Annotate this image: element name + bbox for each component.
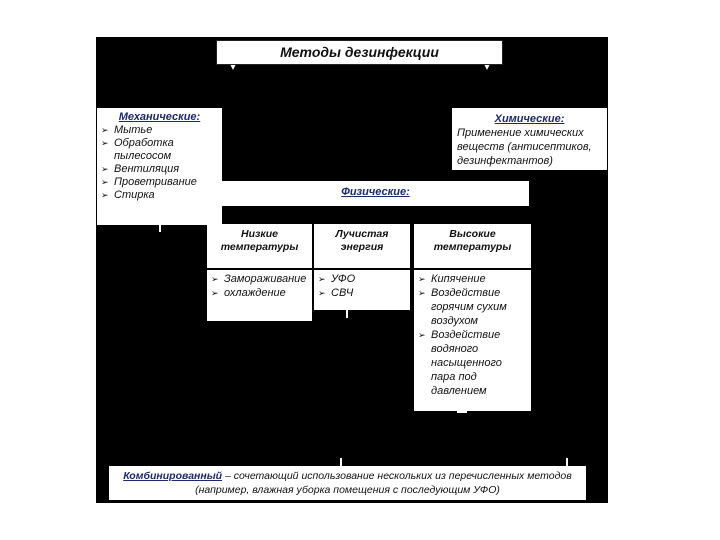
connector-line: [340, 458, 342, 466]
high-temperature-list: [414, 270, 531, 411]
connector-line: [457, 411, 467, 413]
combined-text: – сочетающий использование нескольких из перечисленных методов (например, влажная уборка помещения с последующим УФО): [195, 470, 572, 496]
list-item: ➢ Стирка: [101, 189, 218, 202]
list-item: ➢ Замораживание: [211, 272, 308, 286]
mechanical-heading: Механические:: [118, 111, 201, 123]
list-item: ➢ Воздействие водяного насыщенного пара под давлением: [418, 328, 527, 398]
chemical-text: Применение химических веществ (антисептиков, дезинфектантов): [457, 127, 592, 167]
combined-keyword: Комбинированный: [123, 470, 223, 482]
combined-method-box: [109, 466, 586, 500]
physical-heading: [222, 181, 529, 206]
mechanical-methods-box: [97, 108, 222, 225]
list-item: ➢ СВЧ: [318, 286, 406, 300]
list-item: ➢ Воздействие горячим сухим воздухом: [418, 286, 527, 328]
list-item: ➢ Обработка пылесосом: [101, 137, 218, 163]
list-item: ➢ УФО: [318, 272, 406, 286]
list-item: ➢ Вентиляция: [101, 163, 218, 176]
list-item: ➢ Проветривание: [101, 176, 218, 189]
low-temperature-list: [207, 270, 312, 321]
diagram-title: Методы дезинфекции: [216, 40, 503, 65]
connector-line: [566, 458, 568, 466]
physical-heading-label: Физические:: [341, 186, 410, 198]
chemical-methods-box: [452, 108, 607, 170]
connector-line: [346, 310, 348, 318]
connector-line: [159, 224, 161, 232]
mechanical-list: [101, 124, 218, 202]
chemical-heading: Химические:: [494, 113, 565, 125]
radiant-energy-header: Лучистая энергия: [314, 224, 410, 268]
list-item: ➢ Кипячение: [418, 272, 527, 286]
list-item: ➢ Мытье: [101, 124, 218, 137]
list-item: ➢ охлаждение: [211, 286, 308, 300]
high-temperature-header: Высокие температуры: [414, 224, 531, 268]
radiant-energy-list: [314, 270, 410, 310]
low-temperature-header: Низкие температуры: [207, 224, 312, 268]
